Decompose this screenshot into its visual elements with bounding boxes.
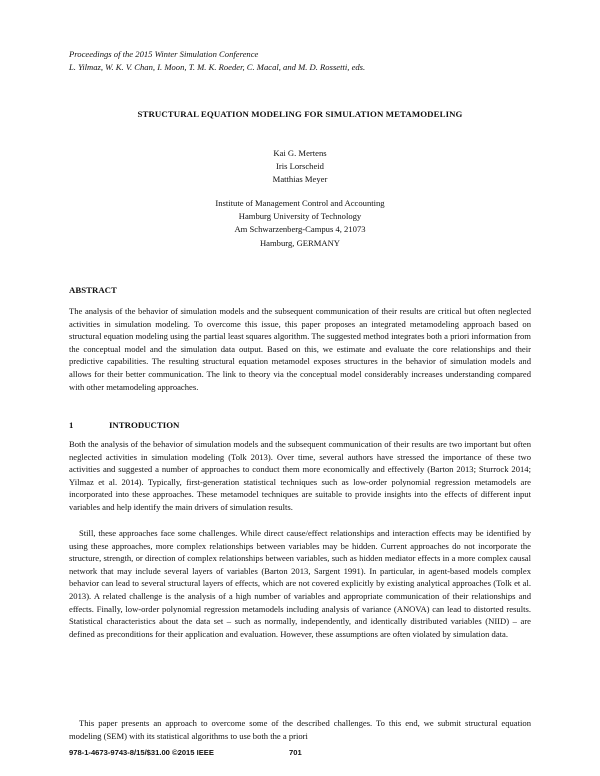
- author-name: Matthias Meyer: [272, 174, 328, 185]
- affiliation-block: [0, 197, 600, 250]
- page-number: 701: [289, 748, 302, 757]
- section-title: INTRODUCTION: [109, 420, 180, 430]
- intro-paragraph-3: This paper presents an approach to overcome some of the described challenges. To this end, we submit structural equation modeling (SEM) with its statistical algorithms to use both the a priori: [69, 718, 531, 741]
- affiliation-line: Am Schwarzenberg-Campus 4, 21073: [234, 224, 366, 235]
- editors-line: L. Yilmaz, W. K. V. Chan, I. Moon, T. M. K. Roeder, C. Macal, and M. D. Rossetti, eds.: [69, 62, 366, 72]
- affiliation-line: Institute of Management Control and Accounting: [215, 198, 385, 208]
- affiliation-line: Hamburg University of Technology: [238, 211, 362, 222]
- intro-paragraph-1: Both the analysis of the behavior of simulation models and the subsequent communication of their results are two important but often neglected activities in simulation modeling (Tolk 2013). Over time, several authors have stressed the importance of these two activities and suggested a number of approaches to conduct them more economically and effectively (Barton 2013; Sturrock 2014; Yilmaz et al. 2014). Typically, first-generation statistical techniques such as low-order polynomial regression metamodels are incorporated into these approaches. These metamodel techniques are suitable to provide insights into the effects of different input variables and help identify the main drivers of simulation results.: [69, 439, 531, 512]
- author-list: [0, 147, 600, 187]
- conference-header: [69, 48, 365, 74]
- proceedings-line: Proceedings of the 2015 Winter Simulation Conference: [69, 49, 259, 59]
- intro-paragraph-2: Still, these approaches face some challenges. While direct cause/effect relationships and interaction effects may be identified by using these approaches, more complex relationships between variables may be hidden. Current approaches do not incorporate the structure, strength, or direction of complex relationships between variables, such as hidden mediator effects in a more complex causal network that may include several layers of variables (Barton 2013, Sargent 1991). In particular, in agent-based models complex behavior can lead to several structural layers of effects, which are not covered explicitly by existing analytical approaches (Tolk et al. 2013). A related challenge is the analysis of a high number of variables and appropriate communication of their relationships and effects. Finally, low-order polynomial regression metamodels including analysis of variance (ANOVA) can lead to distorted results. Statistical characteristics about the data set – such as normally, independently, and identically distributed variables (NIID) – are defined as preconditions for their application and evaluation. However, these assumptions are often violated by simulation data.: [69, 528, 531, 639]
- paper-title: STRUCTURAL EQUATION MODELING FOR SIMULATION METAMODELING: [137, 109, 463, 119]
- section-heading-introduction: [69, 420, 179, 430]
- section-number: 1: [69, 420, 74, 430]
- abstract-heading: ABSTRACT: [69, 285, 117, 295]
- author-name: Iris Lorscheid: [276, 161, 324, 172]
- abstract-text: The analysis of the behavior of simulation models and the subsequent communication of their results are critical but often neglected activities in simulation modeling. To overcome this issue, this paper proposes an integrated metamodeling approach based on structural equation modeling using the partial least squares algorithm. The suggested method integrates both a priori information from the conceptual model and the simulation data output. Based on this, we estimate and evaluate the core relationships and their predictive capabilities. The resulting structural equation metamodel exposes structures in the behavior of simulation models and allows for their better communication. The link to theory via the conceptual model considerably increases understanding compared with other metamodeling approaches.: [69, 306, 531, 392]
- author-name: Kai G. Mertens: [273, 148, 327, 158]
- affiliation-line: Hamburg, GERMANY: [259, 237, 341, 248]
- footer-isbn: 978-1-4673-9743-8/15/$31.00 ©2015 IEEE: [69, 748, 214, 757]
